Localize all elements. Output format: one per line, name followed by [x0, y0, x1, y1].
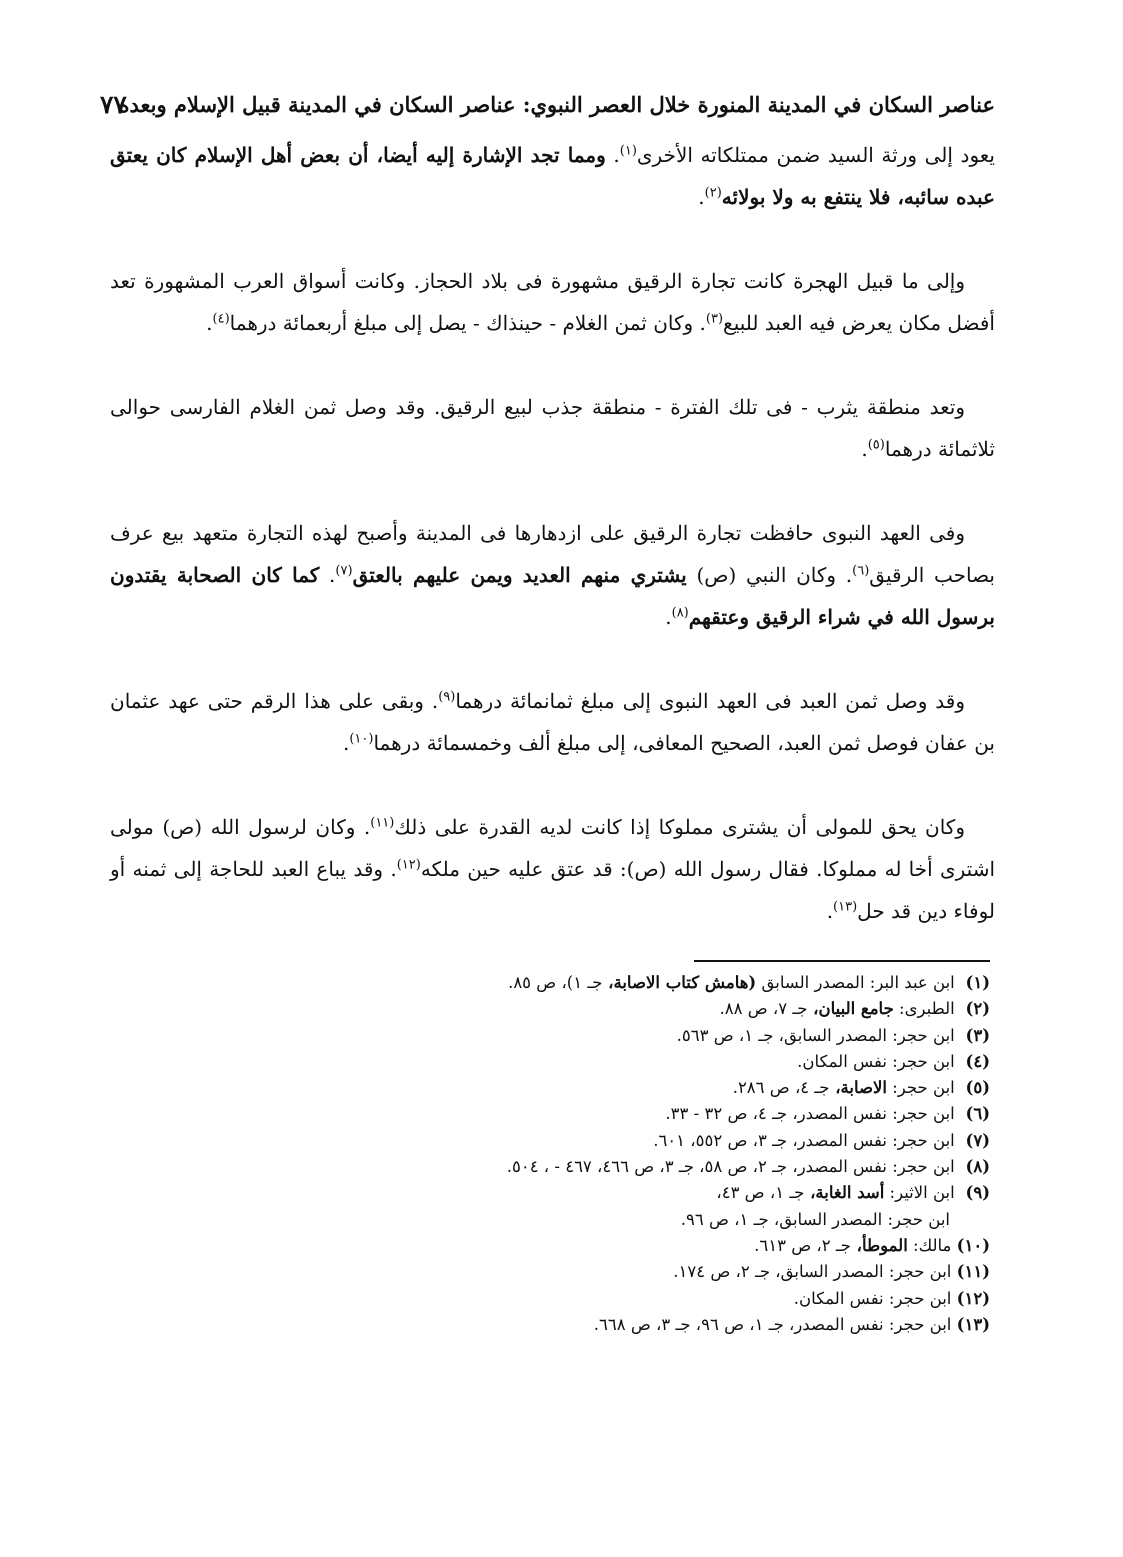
footnote-ref: (٨) — [671, 605, 689, 621]
footnote-ref: (١١) — [370, 815, 395, 831]
footnote-text: جـ ٧، ص ٨٨. — [719, 999, 808, 1019]
text-span: . وقد يباع العبد للحاجة إلى ثمنه أو لوفاء دين قد حل — [110, 857, 995, 923]
footnote-number: (٨) — [965, 1157, 990, 1177]
footnote-number: (٣) — [965, 1025, 990, 1045]
footnote-item — [270, 1286, 990, 1312]
text-span: وكان يحق للمولى أن يشترى مملوكا إذا كانت لديه القدرة على ذلك — [394, 815, 965, 839]
text-span: . — [605, 143, 620, 167]
footnote-ref: (٢) — [704, 185, 722, 201]
footnote-item — [270, 1207, 990, 1233]
footnote-number: (٩) — [965, 1183, 990, 1203]
footnote-text: ابن عبد البر: المصدر السابق — [756, 973, 955, 992]
footnote-item — [270, 1128, 990, 1154]
footnote-item — [270, 996, 990, 1022]
footnote-ref: (٧) — [335, 563, 353, 579]
footnote-text: مالك: — [907, 1235, 952, 1255]
footnote-item — [270, 1180, 990, 1206]
paragraph-5 — [110, 680, 995, 764]
footnotes — [270, 970, 990, 1338]
footnote-title: جامع البيان، — [807, 999, 894, 1019]
footnote-title: الموطأ، — [850, 1235, 908, 1255]
footnote-ref: (١) — [619, 143, 637, 159]
footnote-item — [270, 1023, 990, 1049]
footnote-text: ابن حجر: المصدر السابق، جـ ١، ص ٥٦٣. — [676, 1025, 955, 1045]
footnote-text: ابن حجر: — [887, 1078, 955, 1098]
footnote-text: جـ ١)، ص ٨٥. — [508, 973, 603, 992]
footnote-text: ابن الاثير: — [884, 1183, 955, 1203]
footnote-number: (١٢) — [956, 1288, 990, 1308]
text-span: . — [319, 563, 336, 587]
footnote-text: ابن حجر: نفس المصدر، جـ ٣، ص ٥٥٢، ٦٠١. — [653, 1130, 955, 1150]
footnote-number: (١٠) — [956, 1235, 990, 1255]
footnote-title: أسد الغابة، — [804, 1183, 885, 1203]
footnote-number: (٢) — [965, 999, 990, 1019]
footnote-text: جـ ٢، ص ٦١٣. — [754, 1235, 851, 1255]
text-span: وتعد منطقة يثرب - فى تلك الفترة - منطقة جذب لبيع الرقيق. وقد وصل ثمن الغلام الفارسى حوالى ثلاثمائة درهما — [110, 395, 995, 461]
footnote-number: (٧) — [965, 1130, 990, 1150]
footnote-item — [270, 1233, 990, 1259]
footnote-text: ابن حجر: المصدر السابق، جـ ١، ص ٩٦. — [680, 1209, 950, 1229]
text-span: . وكان لرسول الله (ص) مولى اشترى أخا له مملوكا. فقال رسول الله (ص): قد عتق عليه حين ملكه — [110, 815, 996, 881]
footnote-text: ابن حجر: نفس المصدر، جـ ٢، ص ٥٨، جـ ٣، ص ٤٦٦، ٤٦٧ - ، ٥٠٤. — [506, 1157, 955, 1177]
text-span: . وكان النبي (ص) — [686, 563, 853, 587]
bold-text-span: يشتري منهم العديد ويمن عليهم بالعتق — [352, 563, 687, 587]
footnote-text: ابن حجر: نفس المكان. — [797, 1051, 955, 1071]
footnote-ref: (٩) — [438, 689, 456, 705]
footnote-ref: (٤) — [212, 311, 230, 327]
footnote-number: (٦) — [965, 1104, 990, 1124]
footnote-text: الطبرى: — [893, 999, 955, 1019]
text-span: . وكان ثمن الغلام - حينذاك - يصل إلى مبلغ أربعمائة درهما — [229, 311, 706, 335]
bold-text-span: كما كان الصحابة يقتدون برسول الله في شراء الرقيق وعتقهم — [110, 563, 995, 629]
text-span: . — [826, 899, 834, 923]
footnote-item — [270, 970, 990, 996]
footnote-number: (٤) — [965, 1051, 990, 1071]
bold-text-span: ومما تجد الإشارة إليه أيضا، أن بعض أهل الإسلام كان يعتق عبده سائبه، فلا ينتفع به ولا بولائه — [110, 143, 995, 209]
footnote-number: (١١) — [956, 1262, 990, 1282]
footnote-text: ابن حجر: نفس المكان. — [793, 1288, 952, 1308]
text-span: . — [861, 437, 868, 461]
text-span: وفى العهد النبوى حافظت تجارة الرقيق على ازدهارها فى المدينة وأصبح لهذه التجارة متعهد بيع عرف بصاحب الرقيق — [110, 521, 995, 587]
paragraph-6 — [110, 806, 995, 932]
page-number: ٧٧ — [100, 90, 127, 119]
text-span: وقد وصل ثمن العبد فى العهد النبوى إلى مبلغ ثمانمائة درهما — [455, 689, 965, 713]
body-text — [110, 134, 995, 974]
footnote-ref: (٦) — [852, 563, 870, 579]
footnote-text: جـ ١، ص ٤٣، — [716, 1183, 805, 1203]
footnote-number: (٥) — [965, 1078, 990, 1098]
paragraph-3 — [110, 386, 995, 470]
header-title: عناصر السكان في المدينة المنورة خلال العصر النبوي: عناصر السكان في المدينة قبيل الإسلام وبعده — [118, 92, 995, 117]
footnote-item — [270, 1154, 990, 1180]
paragraph-1 — [110, 134, 995, 218]
footnote-item — [270, 1049, 990, 1075]
text-span: . — [206, 311, 213, 335]
text-span: وإلى ما قبيل الهجرة كانت تجارة الرقيق مشهورة فى بلاد الحجاز. وكانت أسواق العرب المشهورة تعد أفضل مكان يعرض فيه العبد للبيع — [110, 269, 995, 335]
footnote-item — [270, 1075, 990, 1101]
text-span: . وبقى على هذا الرقم حتى عهد عثمان بن عفان فوصل ثمن العبد، الصحيح المعافى، إلى مبلغ ألف وخمسمائة درهما — [110, 689, 995, 755]
footnote-item — [270, 1101, 990, 1127]
footnote-ref: (١٣) — [833, 899, 858, 915]
footnote-item — [270, 1312, 990, 1338]
footnote-text: ابن حجر: المصدر السابق، جـ ٢، ص ١٧٤. — [673, 1262, 952, 1282]
footnote-ref: (١٢) — [396, 857, 421, 873]
footnote-text: ابن حجر: نفس المصدر، جـ ٤، ص ٣٢ - ٣٣. — [665, 1104, 955, 1124]
text-span: . — [665, 605, 672, 629]
footnote-ref: (٥) — [867, 437, 885, 453]
paragraph-2 — [110, 260, 995, 344]
running-header — [100, 92, 995, 126]
footnote-ref: (١٠) — [349, 731, 374, 747]
text-span: . — [698, 185, 705, 209]
footnote-title: الاصابة، — [829, 1078, 887, 1098]
footnote-text: ابن حجر: نفس المصدر، جـ ١، ص ٩٦، جـ ٣، ص ٦٦٨. — [593, 1314, 952, 1334]
text-span: . — [342, 731, 350, 755]
footnote-number: (١٣) — [956, 1314, 990, 1334]
footnote-number: (١) — [965, 973, 990, 992]
paragraph-4 — [110, 512, 995, 638]
footnote-ref: (٣) — [705, 311, 724, 327]
footnote-text: جـ ٤، ص ٢٨٦. — [732, 1078, 830, 1098]
footnote-separator — [694, 960, 990, 962]
text-span: يعود إلى ورثة السيد ضمن ممتلكاته الأخرى — [636, 143, 995, 167]
footnote-item — [270, 1259, 990, 1285]
footnote-title: (هامش كتاب الاصابة، — [602, 973, 757, 992]
